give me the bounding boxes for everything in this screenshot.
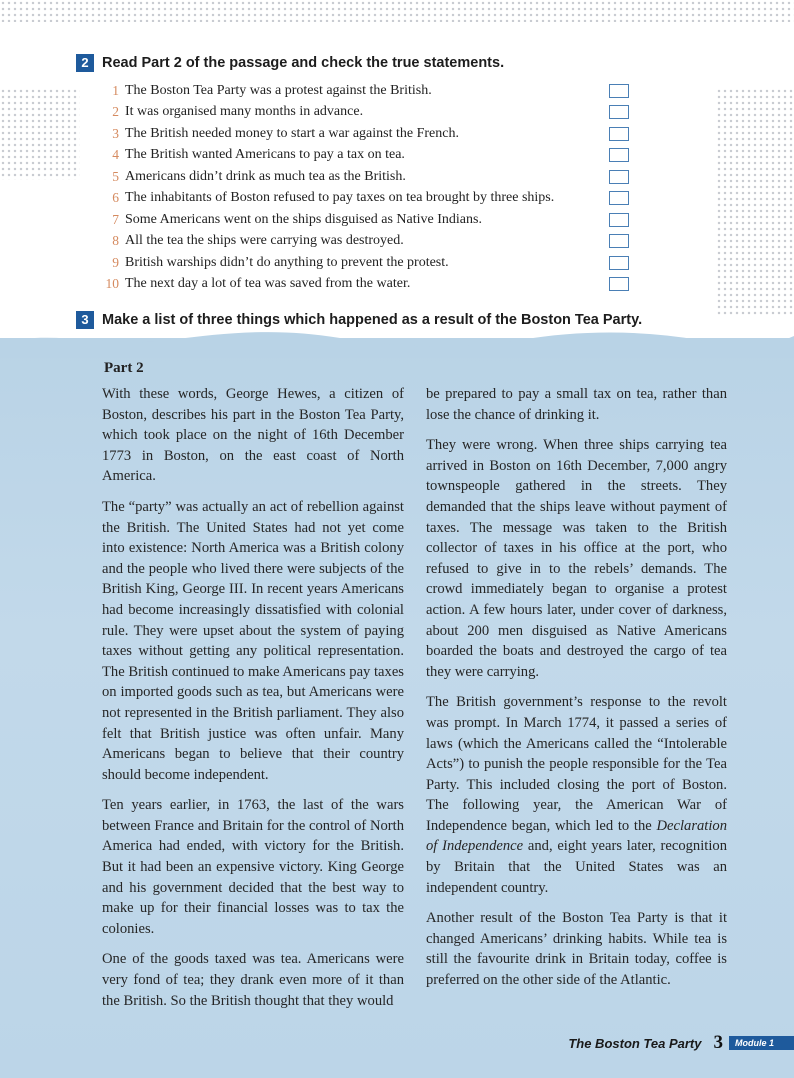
halftone-block-right [716, 88, 794, 316]
statement-list [104, 80, 629, 295]
passage-paragraph: With these words, George Hewes, a citizen of Boston, describes his part in the Boston Tea Party, which took place on the night of 16th December 1773 in Boston, on the east coast of North America. [102, 386, 404, 485]
statement-checkbox[interactable] [609, 170, 629, 184]
statement-checkbox[interactable] [609, 191, 629, 205]
statement-checkbox[interactable] [609, 84, 629, 98]
passage-paragraph: One of the goods taxed was tea. Americans were very fond of tea; they drank even more of it than the British. So the British thought that they would [102, 951, 404, 1009]
statement-item [104, 274, 629, 296]
statement-number: 4 [112, 147, 119, 163]
exercise-3-instruction: Make a list of three things which happened as a result of the Boston Tea Party. [102, 312, 643, 328]
statement-text: Some Americans went on the ships disguised as Native Indians. [125, 211, 482, 227]
passage-column-right [426, 384, 727, 1001]
statement-number: 9 [112, 254, 119, 270]
passage-paragraph: They were wrong. When three ships carrying tea arrived in Boston on 16th December, 7,000 angry townspeople gathered in the streets. They demanded that the ships leave without payment of taxes. The message was taken to the British collector of taxes in his office at the port, who refused to give in to the rebels’ demands. The crowd immediately began to organise a protest action. A few hours later, under cover of darkness, about 200 men disguised as Native Americans boarded the boats and destroyed the cargo of tea they were carrying. [426, 437, 727, 680]
passage-title: Part 2 [104, 360, 144, 376]
statement-number: 5 [112, 168, 119, 184]
passage-paragraph: Another result of the Boston Tea Party is that it changed Americans’ drinking habits. While tea is still the favourite drink in Britain today, coffee is preferred on the other side of the Atlantic. [426, 910, 727, 989]
halftone-block-left [0, 88, 80, 180]
exercise-3-number: 3 [76, 311, 94, 329]
statement-item [104, 166, 629, 188]
statement-number: 7 [112, 211, 119, 227]
exercise-2-number: 2 [76, 54, 94, 72]
statement-text: The British needed money to start a war against the French. [125, 125, 459, 141]
statement-text: All the tea the ships were carrying was destroyed. [125, 233, 404, 249]
statement-number: 3 [112, 125, 119, 141]
statement-text: The inhabitants of Boston refused to pay taxes on tea brought by three ships. [125, 190, 555, 206]
statement-item [104, 188, 629, 210]
passage-paragraph: The British government’s response to the revolt was prompt. In March 1774, it passed a series of laws (which the Americans called the “Intolerable Acts”) to punish the people responsible for the Tea Party. This included closing the port of Boston. The following year, the American War of Independence began, which led to the Declaration of Independence and, eight years later, recognition by Britain that the United States was an independent country. [426, 694, 727, 896]
statement-number: 1 [112, 82, 119, 98]
statement-item [104, 102, 629, 124]
statement-text: The next day a lot of tea was saved from the water. [125, 276, 411, 292]
statement-checkbox[interactable] [609, 277, 629, 291]
module-badge: Module 1 [729, 1036, 794, 1050]
statement-text: The British wanted Americans to pay a tax on tea. [125, 147, 405, 163]
statement-number: 2 [112, 104, 119, 120]
statement-checkbox[interactable] [609, 256, 629, 270]
statement-item [104, 209, 629, 231]
statement-item [104, 252, 629, 274]
page-footer [568, 1032, 794, 1054]
exercise-2-instruction: Read Part 2 of the passage and check the true statements. [102, 55, 505, 71]
statement-checkbox[interactable] [609, 148, 629, 162]
page-number: 3 [713, 1032, 723, 1053]
statement-number: 10 [105, 276, 119, 292]
statement-item [104, 123, 629, 145]
statement-text: It was organised many months in advance. [125, 104, 364, 120]
statement-checkbox[interactable] [609, 234, 629, 248]
statement-checkbox[interactable] [609, 105, 629, 119]
passage-paragraph: Ten years earlier, in 1763, the last of the wars between France and Britain for the control of North America had ended, with victory for the British. But it had been an expensive victory. King George and his government decided that the best way to make up for their financial losses was to tax the colonies. [102, 797, 404, 937]
statement-number: 6 [112, 190, 119, 206]
passage-paragraph: be prepared to pay a small tax on tea, rather than lose the chance of drinking it. [426, 386, 727, 423]
statement-number: 8 [112, 233, 119, 249]
statement-text: Americans didn’t drink as much tea as the British. [125, 168, 406, 184]
statement-text: The Boston Tea Party was a protest against the British. [125, 82, 432, 98]
statement-item [104, 231, 629, 253]
footer-title: The Boston Tea Party [568, 1035, 702, 1051]
exercise-3-header [76, 311, 642, 329]
exercise-2-header [76, 54, 504, 72]
passage-paragraph: The “party” was actually an act of rebellion against the British. The United States had not yet come into existence: North America was a British colony and the people who lived there were subjects of the British King, George III. In recent years Americans had become increasingly dissatisfied with colonial rule. They were upset about the system of paying taxes without getting any political representation. The British continued to make Americans pay taxes on imported goods such as tea, but Americans were not represented in the British parliament. They also felt that British justice was often unfair. Many Americans began to believe that their country should become independent. [102, 498, 404, 783]
passage-column-left [102, 384, 404, 1021]
statement-text: British warships didn’t do anything to prevent the protest. [125, 254, 449, 270]
halftone-strip-top [0, 0, 794, 22]
statement-checkbox[interactable] [609, 213, 629, 227]
declaration-title: Declaration of Independence [426, 817, 727, 855]
statement-item [104, 145, 629, 167]
statement-item [104, 80, 629, 102]
statement-checkbox[interactable] [609, 127, 629, 141]
